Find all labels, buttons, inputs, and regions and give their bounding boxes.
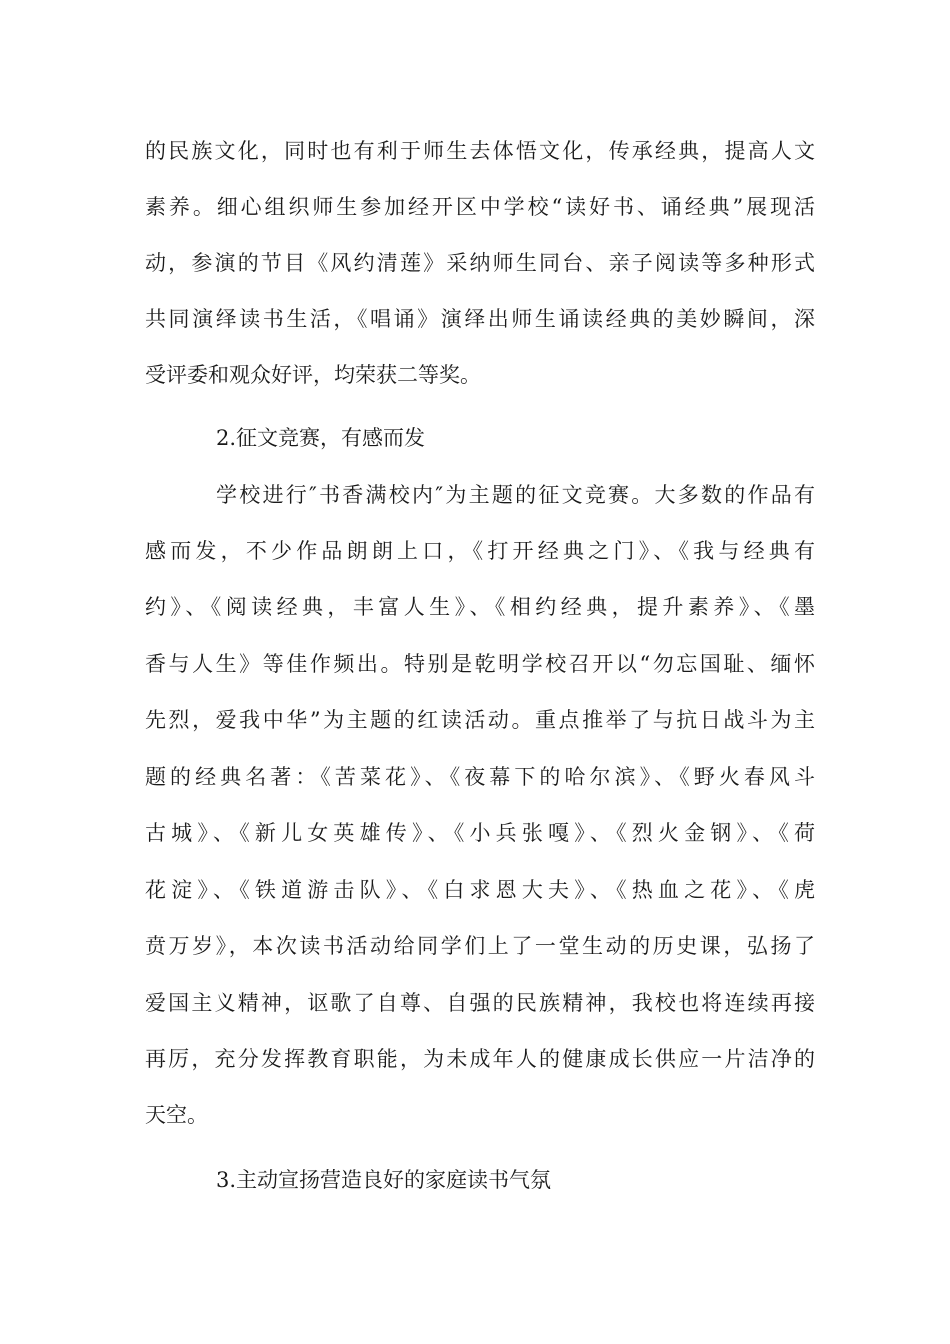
- paragraph-line: 天空。: [145, 1103, 208, 1127]
- paragraph-line: 再厉，充分发挥教育职能，为未成年人的健康成长供应一片洁净的: [145, 1047, 815, 1071]
- paragraph-line: 古城》、《新儿女英雄传》、《小兵张嘎》、《烈火金钢》、《荷: [145, 821, 815, 845]
- paragraph-line: 素养。细心组织师生参加经开区中学校“读好书、诵经典”展现活: [145, 195, 815, 219]
- paragraph-line: 共同演绎读书生活，《唱诵》演绎出师生诵读经典的美妙瞬间，深: [145, 307, 815, 331]
- paragraph-line: 学校进行″书香满校内″为主题的征文竞赛。大多数的作品有: [216, 483, 815, 507]
- paragraph-line: 受评委和观众好评，均荣获二等奖。: [145, 363, 481, 387]
- paragraph-line: 先烈，爱我中华”为主题的红读活动。重点推举了与抗日战斗为主: [145, 708, 815, 732]
- paragraph-line: 感而发，不少作品朗朗上口，《打开经典之门》、《我与经典有: [145, 539, 815, 563]
- section-heading: 2.征文竞赛，有感而发: [216, 426, 426, 450]
- paragraph-line: 约》、《阅读经典，丰富人生》、《相约经典，提升素养》、《墨: [145, 595, 815, 619]
- paragraph-line: 贲万岁》，本次读书活动给同学们上了一堂生动的历史课，弘扬了: [145, 934, 815, 958]
- paragraph-line: 的民族文化，同时也有利于师生去体悟文化，传承经典，提高人文: [145, 139, 815, 163]
- paragraph-line: 题的经典名著：《苦菜花》、《夜幕下的哈尔滨》、《野火春风斗: [145, 765, 815, 789]
- paragraph-line: 花淀》、《铁道游击队》、《白求恩大夫》、《热血之花》、《虎: [145, 878, 815, 902]
- paragraph-line: 爱国主义精神，讴歌了自尊、自强的民族精神，我校也将连续再接: [145, 991, 815, 1015]
- paragraph-line: 动，参演的节目《风约清莲》采纳师生同台、亲子阅读等多种形式: [145, 251, 815, 275]
- section-heading: 3.主动宣扬营造良好的家庭读书气氛: [216, 1168, 552, 1192]
- paragraph-line: 香与人生》等佳作频出。特别是乾明学校召开以“勿忘国耻、缅怀: [145, 652, 815, 676]
